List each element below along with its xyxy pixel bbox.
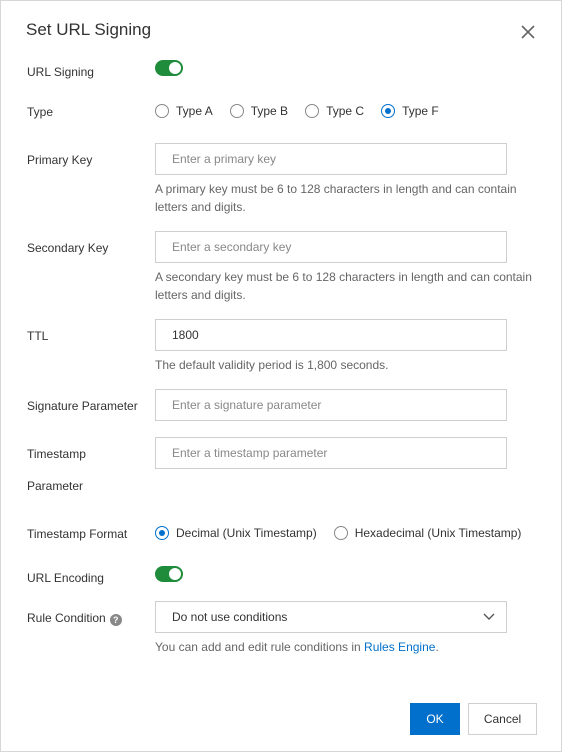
url-encoding-label: URL Encoding	[27, 571, 104, 585]
type-a-radio[interactable]: Type A	[155, 104, 213, 118]
type-c-radio[interactable]: Type C	[305, 104, 364, 118]
hexadecimal-radio[interactable]: Hexadecimal (Unix Timestamp)	[334, 526, 522, 540]
radio-circle-icon	[305, 104, 319, 118]
rules-engine-link[interactable]: Rules Engine	[364, 640, 436, 654]
timestamp-format-radio-group	[155, 526, 538, 540]
ttl-label: TTL	[27, 329, 49, 343]
radio-checked-icon	[155, 526, 169, 540]
radio-circle-icon	[334, 526, 348, 540]
timestamp-parameter-label-line2: Parameter	[27, 479, 84, 493]
type-f-radio[interactable]: Type F	[381, 104, 439, 118]
signature-parameter-input[interactable]	[155, 389, 507, 421]
secondary-key-input[interactable]	[155, 231, 507, 263]
cancel-button[interactable]: Cancel	[468, 703, 537, 735]
url-signing-switch[interactable]	[155, 60, 183, 76]
timestamp-format-label: Timestamp Format	[27, 527, 128, 541]
switch-knob	[169, 568, 181, 580]
decimal-radio[interactable]: Decimal (Unix Timestamp)	[155, 526, 317, 540]
rule-condition-label: Rule Condition ?	[27, 610, 122, 626]
primary-key-help: A primary key must be 6 to 128 characters in length and can contain letters and digits.	[155, 182, 517, 214]
radio-circle-icon	[155, 104, 169, 118]
signature-parameter-label: Signature Parameter	[27, 399, 138, 413]
radio-checked-icon	[381, 104, 395, 118]
url-signing-label: URL Signing	[27, 65, 94, 79]
type-b-radio[interactable]: Type B	[230, 104, 288, 118]
timestamp-parameter-label-line1: Timestamp	[27, 447, 86, 461]
secondary-key-help: A secondary key must be 6 to 128 characters in length and can contain letters and digits.	[155, 270, 532, 302]
question-circle-icon[interactable]: ?	[110, 614, 122, 626]
dialog-title: Set URL Signing	[26, 20, 152, 39]
url-encoding-switch[interactable]	[155, 566, 183, 582]
primary-key-input[interactable]	[155, 143, 507, 175]
secondary-key-label: Secondary Key	[27, 241, 109, 255]
rule-condition-select[interactable]: Do not use conditions	[155, 601, 507, 633]
close-icon[interactable]	[517, 21, 539, 43]
radio-circle-icon	[230, 104, 244, 118]
switch-knob	[169, 62, 181, 74]
ttl-input[interactable]	[155, 319, 507, 351]
type-radio-group	[155, 104, 456, 118]
ok-button[interactable]: OK	[410, 703, 460, 735]
type-label: Type	[27, 105, 54, 119]
rule-condition-help: You can add and edit rule conditions in Rules Engine.	[155, 640, 439, 654]
timestamp-parameter-input[interactable]	[155, 437, 507, 469]
primary-key-label: Primary Key	[27, 153, 93, 167]
ttl-help: The default validity period is 1,800 seconds.	[155, 358, 389, 372]
chevron-down-icon	[482, 610, 496, 624]
